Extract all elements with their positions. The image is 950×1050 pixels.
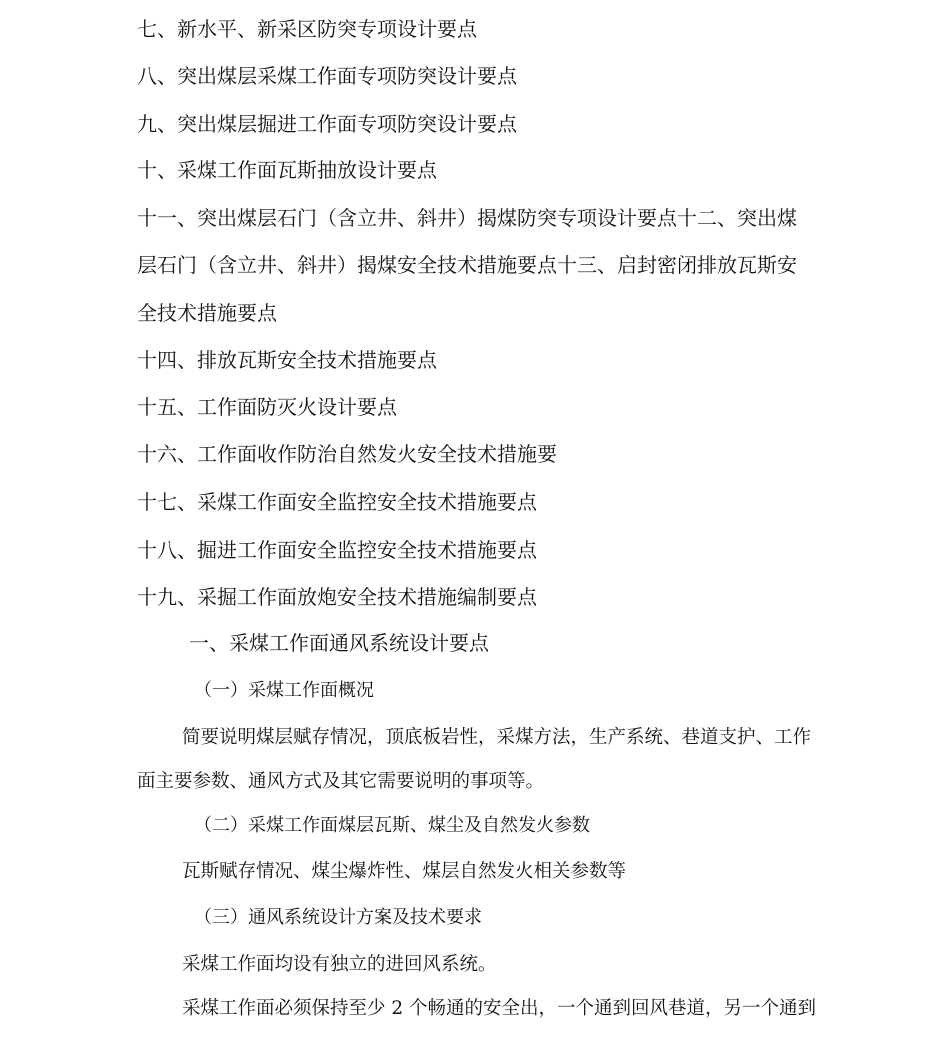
toc-item-11-line2: 层石门（含立井、斜井）揭煤安全技术措施要点十三、启封密闭排放瓦斯安: [137, 253, 797, 277]
toc-item-9: 九、突出煤层掘进工作面专项防突设计要点: [137, 112, 517, 136]
paragraph-4-line1: 采煤工作面必须保持至少 2 个畅通的安全出，一个通到回风巷道，另一个通到: [182, 998, 817, 1019]
subsection-heading-3: （三）通风系统设计方案及技术要求: [194, 907, 482, 928]
paragraph-1-line1: 简要说明煤层赋存情况，顶底板岩性，采煤方法，生产系统、巷道支护、工作: [182, 727, 812, 748]
subsection-heading-2: （二）采煤工作面煤层瓦斯、煤尘及自然发火参数: [194, 815, 590, 836]
paragraph-3: 采煤工作面均设有独立的进回风系统。: [182, 954, 497, 975]
toc-item-8: 八、突出煤层采煤工作面专项防突设计要点: [137, 64, 517, 88]
toc-item-11-line1: 十一、突出煤层石门（含立井、斜井）揭煤防突专项设计要点十二、突出煤: [137, 206, 797, 230]
toc-item-18: 十八、掘进工作面安全监控安全技术措施要点: [137, 538, 537, 562]
paragraph-2: 瓦斯赋存情况、煤尘爆炸性、煤层自然发火相关参数等: [182, 861, 627, 882]
toc-item-16: 十六、工作面收作防治自然发火安全技术措施要: [137, 442, 557, 466]
paragraph-1-line2: 面主要参数、通风方式及其它需要说明的事项等。: [137, 771, 545, 792]
toc-item-19: 十九、采掘工作面放炮安全技术措施编制要点: [137, 585, 537, 609]
toc-item-7: 七、新水平、新采区防突专项设计要点: [137, 17, 477, 41]
toc-item-15: 十五、工作面防灭火设计要点: [137, 395, 397, 419]
toc-item-11-line3: 全技术措施要点: [137, 301, 277, 325]
subsection-heading-1: （一）采煤工作面概况: [194, 680, 374, 701]
toc-item-14: 十四、排放瓦斯安全技术措施要点: [137, 348, 437, 372]
toc-item-10: 十、采煤工作面瓦斯抽放设计要点: [137, 158, 437, 182]
section-heading: 一、采煤工作面通风系统设计要点: [189, 631, 489, 655]
toc-item-17: 十七、采煤工作面安全监控安全技术措施要点: [137, 490, 537, 514]
